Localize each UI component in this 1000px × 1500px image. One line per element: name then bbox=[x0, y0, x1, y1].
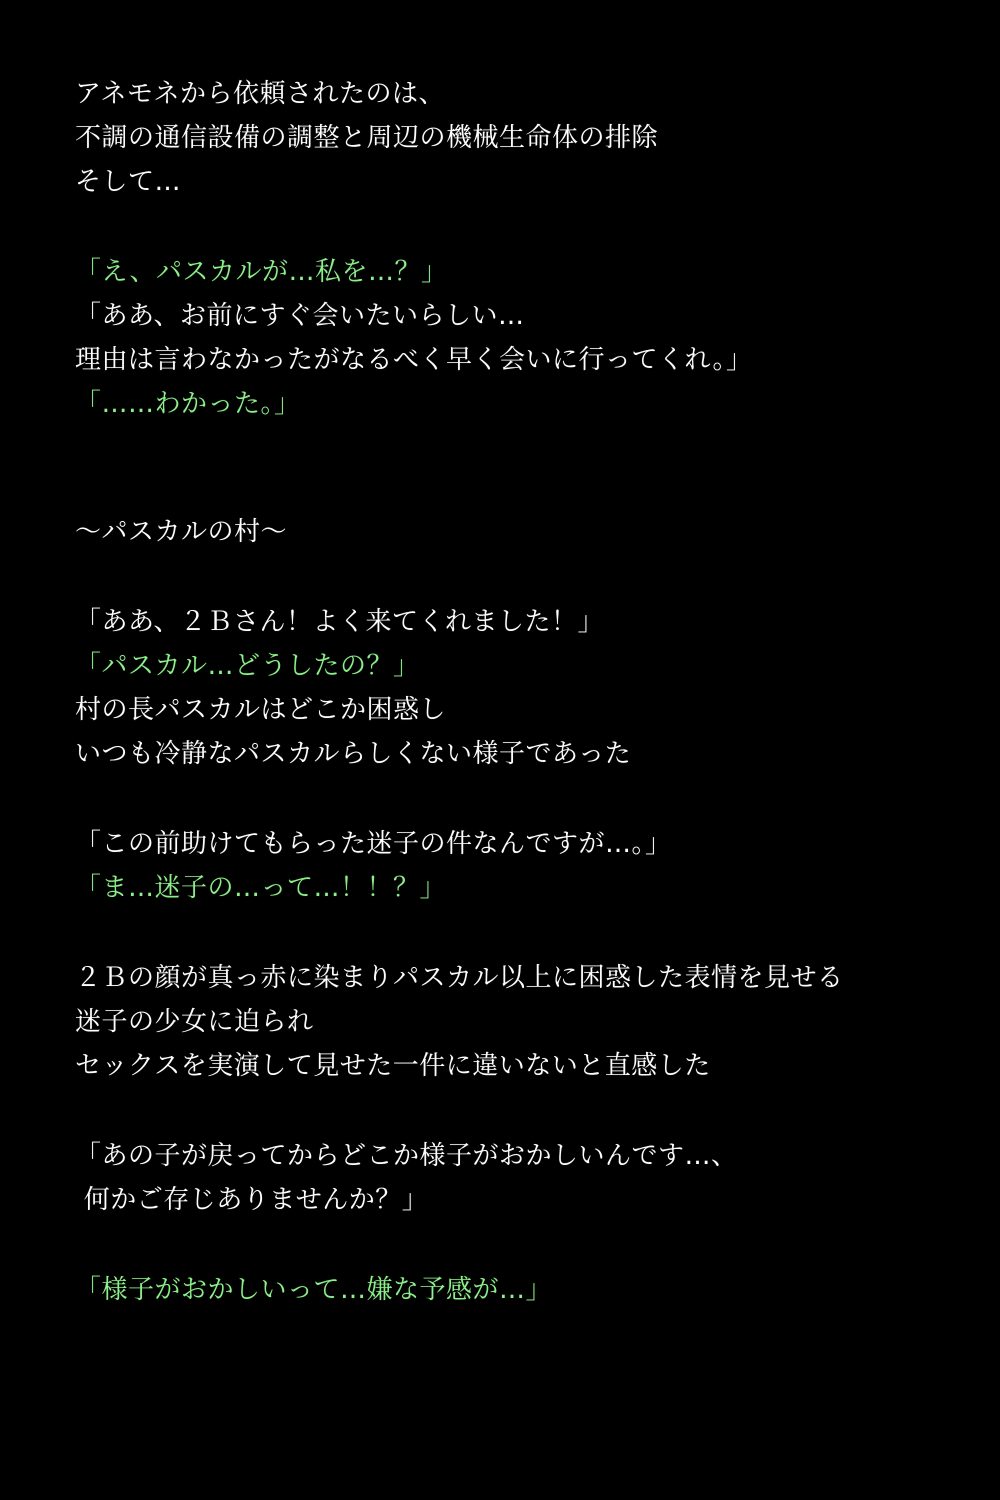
story-line: 「パスカル…どうしたの？」 bbox=[75, 651, 420, 681]
text-block-scene-heading bbox=[75, 510, 930, 554]
story-line: 「ま…迷子の…って…！！？」 bbox=[75, 873, 447, 903]
story-line: 迷子の少女に迫られ bbox=[75, 1007, 314, 1037]
spacer bbox=[75, 910, 930, 956]
spacer bbox=[75, 204, 930, 250]
story-line: 「……わかった。」 bbox=[75, 389, 301, 419]
story-line: 理由は言わなかったがなるべく早く会いに行ってくれ。」 bbox=[75, 345, 753, 375]
text-block-conversation-4 bbox=[75, 1134, 930, 1222]
text-block-narration-2 bbox=[75, 956, 930, 1088]
spacer bbox=[75, 776, 930, 822]
story-line: そして… bbox=[75, 167, 182, 197]
story-line: アネモネから依頼されたのは、 bbox=[75, 79, 445, 109]
text-block-intro bbox=[75, 72, 930, 204]
story-line: ２Ｂの顔が真っ赤に染まりパスカル以上に困惑した表情を見せる bbox=[75, 963, 844, 993]
story-line: 不調の通信設備の調整と周辺の機械生命体の排除 bbox=[75, 123, 659, 153]
story-line: 何かご存じありませんか？」 bbox=[75, 1185, 429, 1215]
story-line: 「ああ、お前にすぐ会いたいらしい… bbox=[75, 301, 525, 331]
story-line: 「え、パスカルが…私を…？」 bbox=[75, 257, 448, 287]
spacer bbox=[75, 426, 930, 510]
text-block-conversation-3 bbox=[75, 822, 930, 910]
story-line: 「ああ、２Ｂさん！よく来てくれました！」 bbox=[75, 607, 604, 637]
scene-heading: 〜パスカルの村〜 bbox=[75, 517, 288, 547]
spacer bbox=[75, 1088, 930, 1134]
text-block-conversation-5 bbox=[75, 1268, 930, 1312]
story-line: 「あの子が戻ってからどこか様子がおかしいんです…、 bbox=[75, 1141, 738, 1171]
story-line: 「この前助けてもらった迷子の件なんですが…。」 bbox=[75, 829, 672, 859]
story-line: セックスを実演して見せた一件に違いないと直感した bbox=[75, 1051, 711, 1081]
spacer bbox=[75, 554, 930, 600]
story-line: いつも冷静なパスカルらしくない様子であった bbox=[75, 739, 632, 769]
story-line: 村の長パスカルはどこか困惑し bbox=[75, 695, 447, 725]
story-line: 「様子がおかしいって…嫌な予感が…」 bbox=[75, 1275, 553, 1305]
text-block-conversation-2 bbox=[75, 600, 930, 776]
spacer bbox=[75, 1222, 930, 1268]
text-block-conversation-1 bbox=[75, 250, 930, 426]
